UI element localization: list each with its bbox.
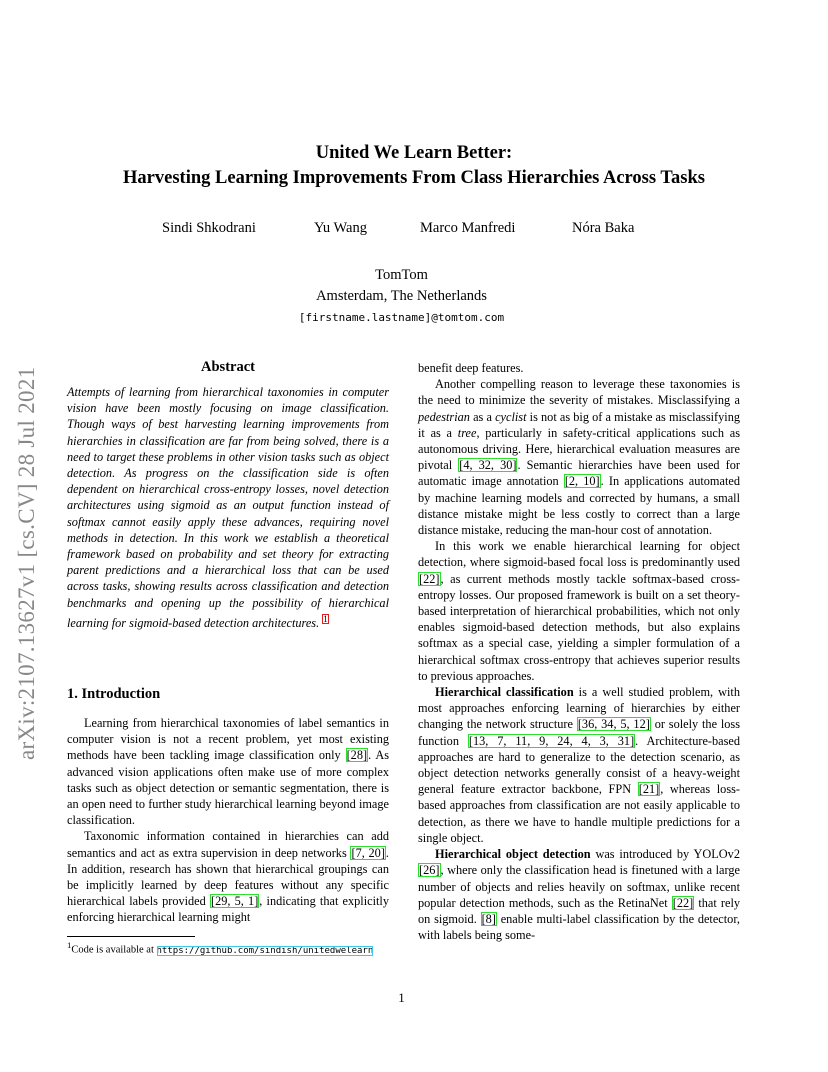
title-line-1: United We Learn Better: — [315, 143, 513, 163]
body-paragraph: Hierarchical object detection was introduced by YOLOv2 [26], where only the classification head is finetuned with a large number of objects and relies heavily on softmax, unlike recent popular detection methods, such as the RetinaNet [22] that rely on sigmoid. [8] enable multi-label classification by the detector, with labels being some- — [418, 847, 741, 943]
citation-link[interactable]: [22] — [419, 571, 440, 586]
author-name: Marco Manfredi — [420, 220, 516, 236]
abstract-heading: Abstract — [201, 359, 255, 375]
author-email: [firstname.lastname]@tomtom.com — [298, 311, 505, 324]
citation-link[interactable]: [7, 20] — [351, 845, 385, 860]
author-name: Sindi Shkodrani — [162, 220, 256, 236]
affiliation-org: TomTom — [375, 267, 428, 283]
author-name: Nóra Baka — [572, 220, 635, 236]
footnote-link[interactable]: 1 — [323, 613, 328, 624]
intro-column — [67, 715, 389, 926]
paper-title — [60, 141, 768, 191]
body-paragraph: In this work we enable hierarchical learning for object detection, where sigmoid-based focal loss is predominantly used [22], as current methods mostly tackle softmax-based cross-entropy losses. Our proposed framework is built on a set theory-based interpretation of hierarchical probabilities, which not only enables sigmoid-based detection methods, but also explains softmax as a special case, yielding a simpler formulation of a hierarchical softmax cross-entropy that achieves superior results to previous approaches. — [418, 539, 740, 683]
arxiv-stamp: arXiv:2107.13627v1 [cs.CV] 28 Jul 2021 — [14, 366, 39, 760]
citation-link[interactable]: [29, 5, 1] — [210, 894, 259, 909]
runin-heading: Hierarchical classification — [435, 685, 574, 700]
citation-link[interactable]: [2, 10] — [564, 474, 600, 489]
body-paragraph: benefit deep features. — [418, 361, 524, 375]
intro-paragraph: Taxonomic information contained in hierarchies can add semantics and act as extra supervision in deep networks [7, 20]. In addition, research has shown that hierarchical groupings can be implicitly learned by deep features without any specific hierarchical labels provided [29, 5, 1], indicating that explicitly enforcing hierarchical learning might — [67, 829, 389, 925]
citation-link[interactable]: [28] — [346, 748, 368, 763]
citation-link[interactable]: [36, 34, 5, 12] — [577, 717, 650, 732]
section-heading-introduction: 1. Introduction — [67, 686, 161, 702]
citation-link[interactable]: [4, 32, 30] — [459, 458, 517, 473]
affiliation — [0, 265, 803, 328]
body-paragraph: Hierarchical classification is a well studied problem, with most approaches enforcing learning of hierarchies by either changing the network structure [36, 34, 5, 12] or solely the loss function [13, 7, 11, 9, 24, 4, 3, 31]. Architecture-based approaches are hard to generalize to the detection scenario, as object detection networks generally consist of a heavy-weight general feature extractor backbone, FPN [21], whereas loss-based approaches from classification are not easily applicable to detection, as there we have to handle multiple predictions for a single object. — [418, 685, 741, 845]
citation-link[interactable]: [13, 7, 11, 9, 24, 4, 3, 31] — [468, 733, 635, 748]
body-paragraph: Another compelling reason to leverage these taxonomies is the need to minimize the severity of mistakes. Misclassifying a pedestrian as a cyclist is not as big of a mistake as misclassifying it as a tree, particularly in safety-critical applications such as autonomous driving. Here, hierarchical evaluation measures are pivotal [4, 32, 30]. Semantic hierarchies have been used for automatic image annotation [2, 10]. In applications automated by machine learning models and corrected by humans, a small distance mistake might be less costly to correct than a large distance mistake, reducing the man-hour cost of annotation. — [418, 377, 741, 538]
citation-link[interactable]: [22] — [672, 895, 694, 910]
code-url-link[interactable]: https://github.com/sindish/unitedwelearn — [156, 945, 374, 956]
abstract-text — [67, 384, 389, 631]
intro-paragraph: Learning from hierarchical taxonomies of label semantics in computer vision is not a recent problem, yet most existing methods have been tackling image classification only [28]. As advanced vision applications often make use of more complex tasks such as object detection or semantic segmentation, there is an open need to further study hierarchical learning beyond image classification. — [67, 716, 390, 828]
runin-heading: Hierarchical object detection — [435, 847, 591, 862]
footnote: $^1$Code is available at https://github.com/sindish/unitedwelearn — [67, 940, 374, 956]
abstract-body: Attempts of learning from hierarchical taxonomies in computer vision have been mostly focusing on image classification. Though ways of best harvesting learning improvements from hierarchies in classification are far from being solved, there is a need to target these problems in other vision tasks such as object detection. As progress on the classification side is often dependent on hierarchical cross-entropy losses, novel detection architectures using sigmoid as an output function instead of softmax cannot easily apply these advances, requiring novel methods in detection. In this work we establish a theoretical framework based on probability and set theory for extracting parent predictions and a hierarchical loss that can be used across tasks, showing results across classification and detection benchmarks and opening up the possibility of hierarchical learning for sigmoid-based detection architectures. — [67, 385, 389, 630]
right-column — [418, 360, 740, 943]
citation-link[interactable]: [26] — [419, 863, 440, 878]
footnote-divider — [67, 936, 195, 937]
citation-link[interactable]: [8] — [481, 911, 496, 926]
title-line-2: Harvesting Learning Improvements From Class Hierarchies Across Tasks — [123, 168, 705, 188]
author-name: Yu Wang — [314, 220, 367, 236]
affiliation-location: Amsterdam, The Netherlands — [316, 288, 487, 304]
citation-link[interactable]: [21] — [638, 782, 660, 797]
page-number: 1 — [398, 990, 405, 1005]
